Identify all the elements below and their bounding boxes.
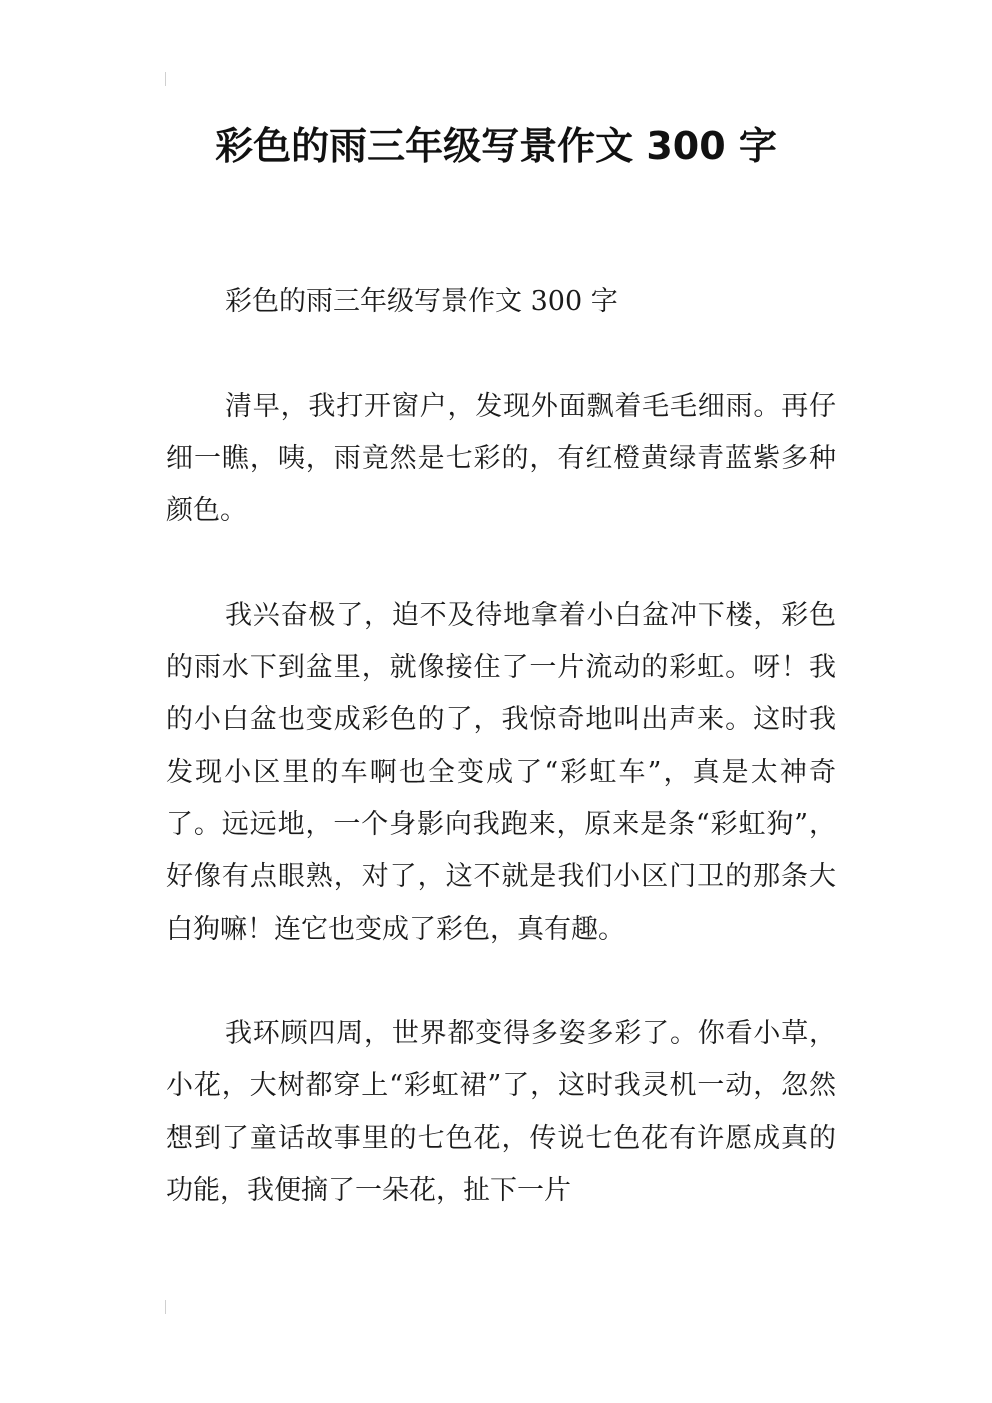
document-body xyxy=(166,276,836,1270)
subtitle-paragraph: 彩色的雨三年级写景作文 300 字 xyxy=(225,286,618,317)
paragraph-2: 我兴奋极了，迫不及待地拿着小白盆冲下楼，彩色的雨水下到盆里，就像接住了一片流动的彩虹。呀！我的小白盆也变成彩色的了，我惊奇地叫出声来。这时我发现小区里的车啊也全变成了“彩虹车”，真是太神奇了。远远地，一个身影向我跑来，原来是条“彩虹狗”，好像有点眼熟，对了，这不就是我们小区门卫的那条大白狗嘛！连它也变成了彩色，真有趣。 xyxy=(166,599,836,945)
page-corner-mark-top xyxy=(165,72,166,86)
paragraph-1: 清早，我打开窗户，发现外面飘着毛毛细雨。再仔细一瞧，咦，雨竟然是七彩的，有红橙黄绿青蓝紫多种颜色。 xyxy=(166,390,836,527)
page-corner-mark-bottom xyxy=(165,1300,166,1314)
paragraph-3: 我环顾四周，世界都变得多姿多彩了。你看小草，小花，大树都穿上“彩虹裙”了，这时我灵机一动，忽然想到了童话故事里的七色花，传说七色花有许愿成真的功能，我便摘了一朵花，扯下一片 xyxy=(166,1018,836,1207)
document-title: 彩色的雨三年级写景作文 300 字 xyxy=(215,124,777,168)
